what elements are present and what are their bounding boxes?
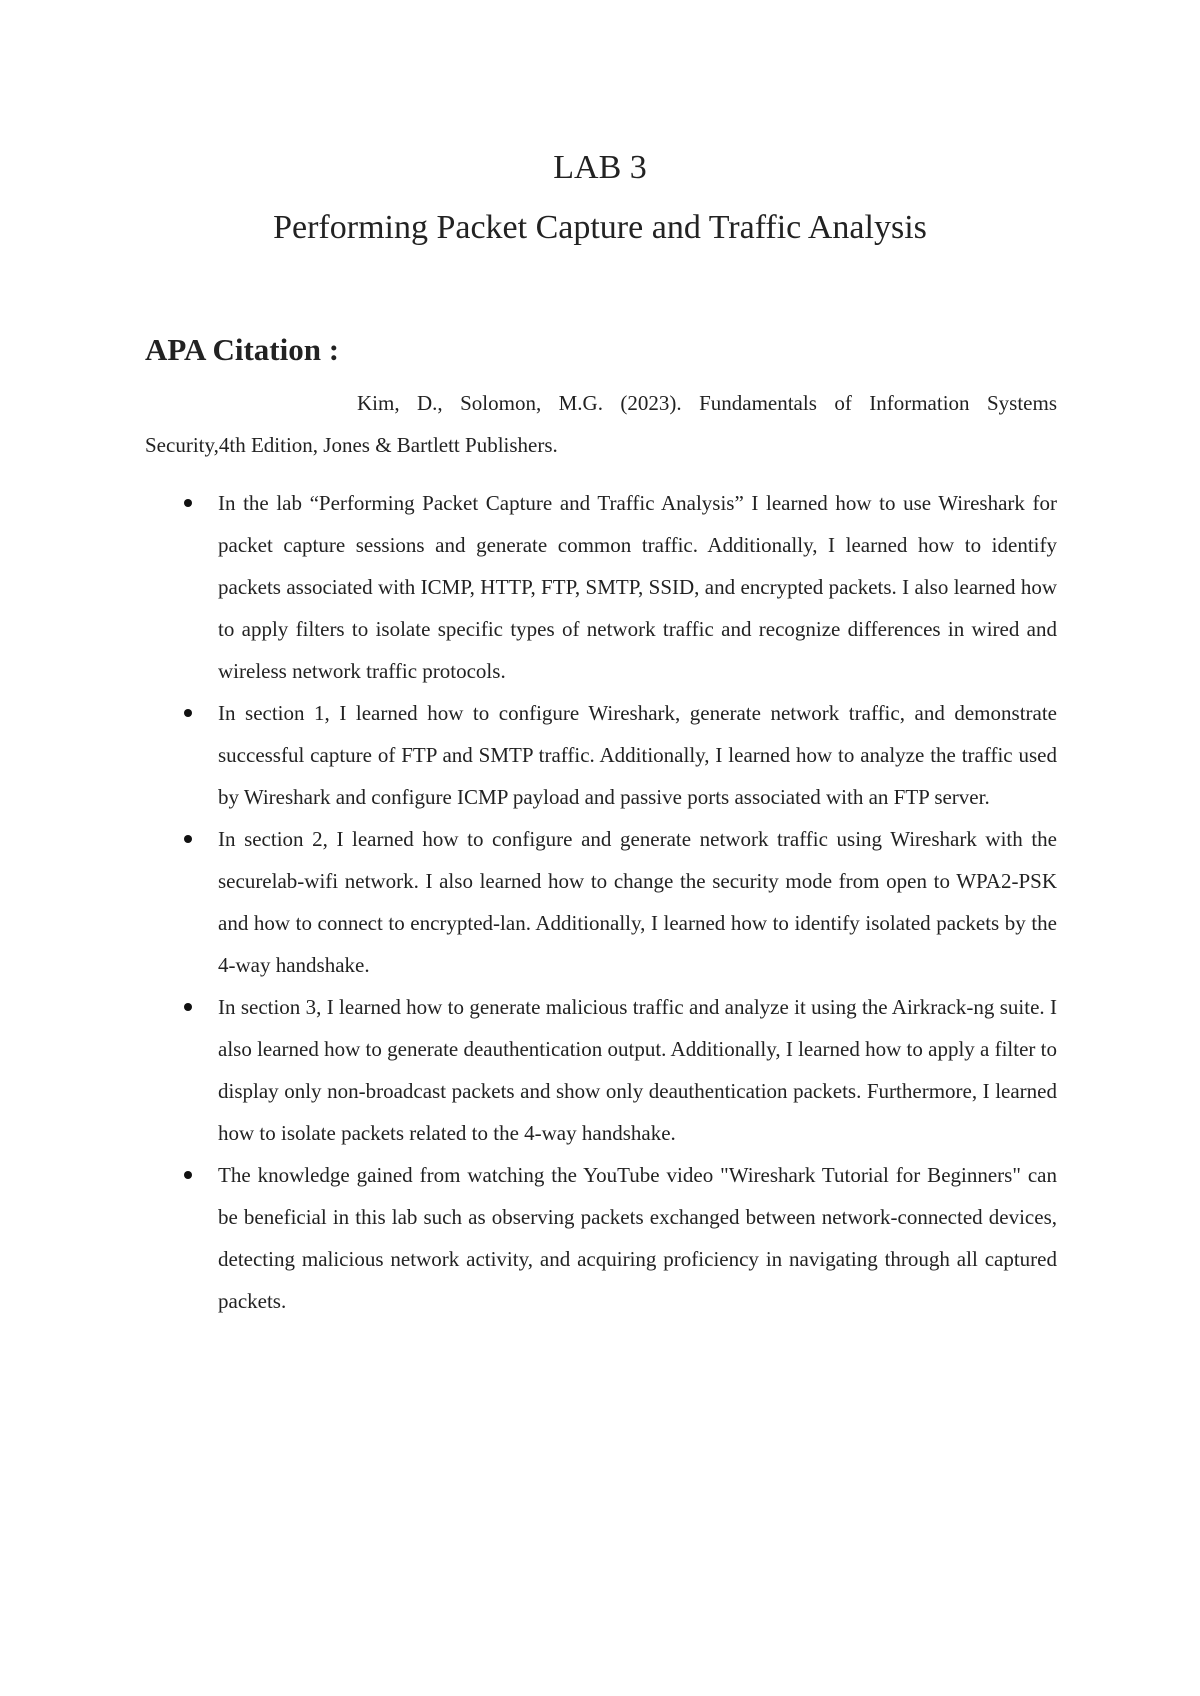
- bullet-icon: [184, 835, 192, 843]
- bullet-item-section-1: [145, 692, 1057, 818]
- bullet-item-video-knowledge: [145, 1154, 1057, 1322]
- bullet-text: In section 3, I learned how to generate malicious traffic and analyze it using the Airkrack-ng suite. I also learned how to generate deauthentication output. Additionally, I learned how to apply a filter to display only non-broadcast packets and show only deauthentication packets. Furthermore, I learned how to isolate packets related to the 4-way handshake.: [218, 995, 1057, 1145]
- bullet-icon: [184, 1003, 192, 1011]
- citation-heading: APA Citation :: [145, 332, 340, 367]
- bullet-text: The knowledge gained from watching the YouTube video "Wireshark Tutorial for Beginners" can be beneficial in this lab such as observing packets exchanged between network-connected devices, detecting malicious network activity, and acquiring proficiency in navigating through all captured packets.: [218, 1163, 1057, 1313]
- document-subtitle: Performing Packet Capture and Traffic Analysis: [273, 209, 927, 246]
- bullet-icon: [184, 499, 192, 507]
- bullet-icon: [184, 1171, 192, 1179]
- bullet-text: In section 1, I learned how to configure Wireshark, generate network traffic, and demonstrate successful capture of FTP and SMTP traffic. Additionally, I learned how to analyze the traffic used by Wireshark and configure ICMP payload and passive ports associated with an FTP server.: [218, 701, 1057, 809]
- bullet-item-lab-overview: [145, 482, 1057, 692]
- document-title: LAB 3: [553, 149, 647, 186]
- bullet-text: In the lab “Performing Packet Capture and Traffic Analysis” I learned how to use Wireshark for packet capture sessions and generate common traffic. Additionally, I learned how to identify packets associated with ICMP, HTTP, FTP, SMTP, SSID, and encrypted packets. I also learned how to apply filters to isolate specific types of network traffic and recognize differences in wired and wireless network traffic protocols.: [218, 491, 1057, 683]
- citation-text: Kim, D., Solomon, M.G. (2023). Fundamentals of Information Systems Security,4th Edition, Jones & Bartlett Publishers.: [145, 391, 1057, 457]
- bullet-item-section-3: [145, 986, 1057, 1154]
- bullet-item-section-2: [145, 818, 1057, 986]
- bullet-icon: [184, 709, 192, 717]
- bullet-text: In section 2, I learned how to configure and generate network traffic using Wireshark with the securelab-wifi network. I also learned how to change the security mode from open to WPA2-PSK and how to connect to encrypted-lan. Additionally, I learned how to identify isolated packets by the 4-way handshake.: [218, 827, 1057, 977]
- bullet-list: [145, 482, 1057, 1322]
